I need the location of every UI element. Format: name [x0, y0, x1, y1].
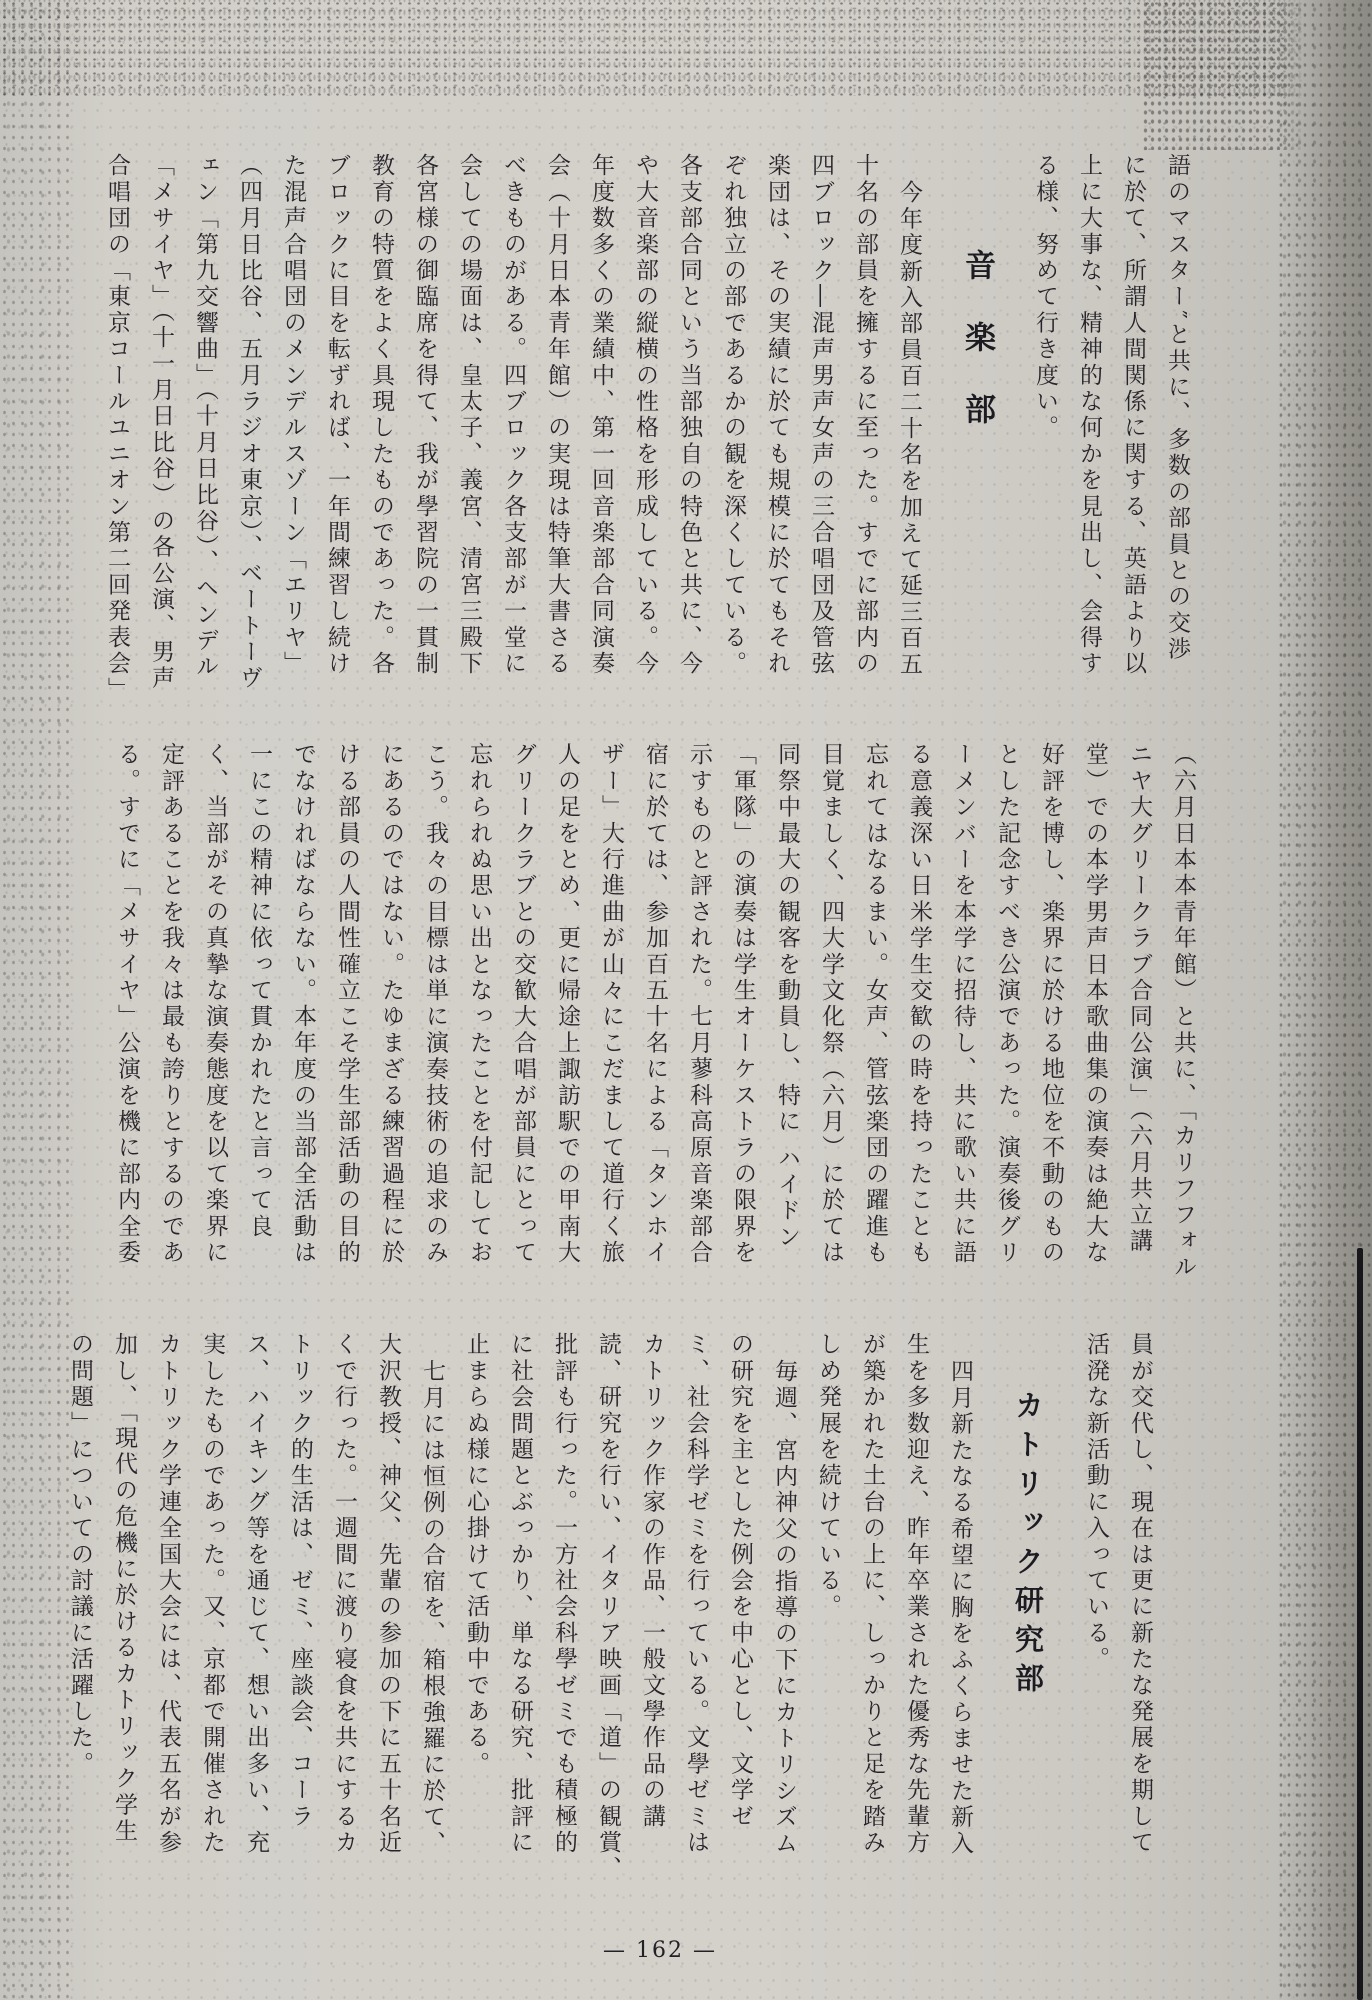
text-column: しめ発展を続けている。	[815, 1332, 841, 1621]
text-column: 堂）での本学男声日本歌曲集の演奏は絶大な	[1082, 742, 1108, 1266]
text-column: る意義深い日米学生交歓の時を持ったことも	[906, 742, 932, 1266]
text-column: 四月新たなる希望に胸をふくらませた新入	[947, 1359, 973, 1857]
text-column: 語のマスター″と共に、多数の部員との交渉	[1164, 153, 1190, 663]
text-column: こう。我々の目標は単に演奏技術の追求のみ	[422, 742, 448, 1266]
text-column: 定評あることを我々は最も誇りとするのであ	[158, 742, 184, 1266]
text-column: 員が交代し、現在は更に新たな発展を期して	[1127, 1332, 1153, 1856]
text-column: 批評も行った。一方社会科學ゼミでも積極的	[551, 1332, 577, 1856]
text-column: 合唱団の「東京コールユニオン第二回発表会」	[104, 153, 130, 704]
text-column: 四ブロック―混声男声女声の三合唱団及管弦	[808, 153, 834, 677]
text-column: べきものがある。四ブロック各支部が一堂に	[500, 153, 526, 677]
text-column: ミ、社会科学ゼミを行っている。文學ゼミは	[683, 1332, 709, 1856]
text-column: に於て、所謂人間関係に関する、英語より以	[1120, 153, 1146, 677]
text-column: に社会問題とぶっかり、単なる研究、批評に	[507, 1332, 533, 1856]
text-column: 忘れてはなるまい。女声、管弦楽団の躍進も	[862, 742, 888, 1266]
text-column: 年度数多くの業績中、第一回音楽部合同演奏	[588, 153, 614, 677]
text-column: 「軍隊」の演奏は学生オーケストラの限界を	[730, 742, 756, 1266]
text-column: 人の足をとめ、更に帰途上諏訪駅での甲南大	[554, 742, 580, 1266]
text-column: くで行った。一週間に渡り寝食を共にするカ	[331, 1332, 357, 1856]
text-column: 会しての場面は、皇太子、義宮、清宮三殿下	[456, 153, 482, 677]
text-column: 上に大事な、精神的な何かを見出し、会得す	[1076, 153, 1102, 677]
text-column: 一にこの精神に依って貫かれたと言って良	[246, 742, 272, 1240]
text-column: 生を多数迎え、昨年卒業された優秀な先輩方	[903, 1332, 929, 1856]
section-top-music-club	[95, 153, 1199, 711]
text-column: 「メサイヤ」（十一月日比谷）の各公演、男声	[148, 153, 174, 692]
text-column: 実したものであった。又、京都で開催された	[199, 1332, 225, 1856]
text-column: グリークラブとの交歓大合唱が部員にとって	[510, 742, 536, 1266]
text-column: ザー」大行進曲が山々にこだまして道行く旅	[598, 742, 624, 1266]
page-number: — 162 —	[603, 1938, 717, 1963]
text-column: が築かれた土台の上に、しっかりと足を踏み	[859, 1332, 885, 1856]
text-column: （六月日本本青年館）と共に、「カリフフォル	[1170, 742, 1196, 1281]
text-column: の問題」についての討議に活躍した。	[67, 1332, 93, 1778]
catholic-research-club-heading: カトリック研究部	[1011, 1390, 1045, 1702]
text-column: ブロックに目を転ずれば、一年間練習し続け	[324, 153, 350, 677]
text-column: 宿に於ては、参加百五十名による「タンホイ	[642, 742, 668, 1266]
text-column: 示すものと評された。七月蓼科高原音楽部合	[686, 742, 712, 1266]
text-column: の研究を主とした例会を中心とし、文学ゼ	[727, 1332, 753, 1830]
section-middle-music-club-continued	[105, 742, 1205, 1300]
text-column: や大音楽部の縦横の性格を形成している。今	[632, 153, 658, 677]
text-column: 各宮様の御臨席を得て、我が學習院の一貫制	[412, 153, 438, 677]
text-column: トリック的生活は、ゼミ、座談会、コーラ	[287, 1332, 313, 1830]
text-column: る。すでに「メサイヤ」公演を機に部内全委	[114, 742, 140, 1266]
text-column: 活溌な新活動に入っている。	[1083, 1332, 1109, 1673]
text-column: 十名の部員を擁するに至った。すでに部内の	[852, 153, 878, 677]
text-column: 七月には恒例の合宿を、箱根強羅に於て、	[419, 1359, 445, 1857]
text-column: とした記念すべき公演であった。演奏後グリ	[994, 742, 1020, 1266]
text-column: 止まらぬ様に心掛けて活動中である。	[463, 1332, 489, 1778]
text-column: く、当部がその真摯な演奏態度を以て楽界に	[202, 742, 228, 1266]
text-column: ェン「第九交響曲」（十月日比谷）、ヘンデル	[192, 153, 218, 681]
text-column: 毎週、宮内神父の指導の下にカトリシズム	[771, 1359, 797, 1857]
text-column: た混声合唱団のメンデルスゾーン「エリヤ」	[280, 153, 306, 677]
text-column: でなければならない。本年度の当部全活動は	[290, 742, 316, 1266]
text-column: 同祭中最大の観客を動員し、特に ハイドン	[774, 742, 800, 1251]
text-column: 各支部合同という当部独自の特色と共に、今	[676, 153, 702, 677]
text-column: ーメンバーを本学に招待し、共に歌い共に語	[950, 742, 976, 1266]
scan-noise-top-edge	[0, 0, 1320, 96]
music-club-heading: 音楽部	[959, 249, 995, 465]
text-column: ぞれ独立の部であるかの観を深くしている。	[720, 153, 746, 677]
text-column: カトリック作家の作品、一般文學作品の講	[639, 1332, 665, 1830]
text-column: 大沢教授、神父、先輩の参加の下に五十名近	[375, 1332, 401, 1856]
text-column: ス、ハイキング等を通じて、想い出多い、充	[243, 1332, 269, 1856]
text-column: 読、研究を行い、イタリア映画「道」の観賞、	[595, 1332, 621, 1883]
text-column: る様、努めて行き度い。	[1032, 153, 1058, 442]
text-column: 会（十月日本青年館）の実現は特筆大書さる	[544, 153, 570, 677]
binding-crease-line	[1357, 1248, 1363, 2000]
section-bottom-catholic-research-club	[58, 1332, 1162, 1890]
text-column: 忘れられぬ思い出となったことを付記してお	[466, 742, 492, 1266]
text-column: 今年度新入部員百二十名を加えて延三百五	[896, 180, 922, 678]
text-column: ニヤ大グリークラブ合同公演」（六月共立講	[1126, 742, 1152, 1255]
text-column: にあるのではない。たゆまざる練習過程に於	[378, 742, 404, 1266]
text-column: （四月日比谷、五月ラジオ東京）、ベートーヴ	[236, 153, 262, 692]
text-column: 楽団は、その実績に於ても規模に於てもそれ	[764, 153, 790, 677]
text-column: 教育の特質をよく具現したものであった。各	[368, 153, 394, 677]
text-column: 加し、「現代の危機に於けるカトリック学生	[111, 1332, 137, 1845]
text-column: カトリック学連全国大会には、代表五名が参	[155, 1332, 181, 1856]
text-column: 目覚ましく、四大学文化祭（六月）に於ては	[818, 742, 844, 1266]
text-column: 好評を博し、楽界に於ける地位を不動のもの	[1038, 742, 1064, 1266]
text-column: ける部員の人間性確立こそ学生部活動の目的	[334, 742, 360, 1266]
